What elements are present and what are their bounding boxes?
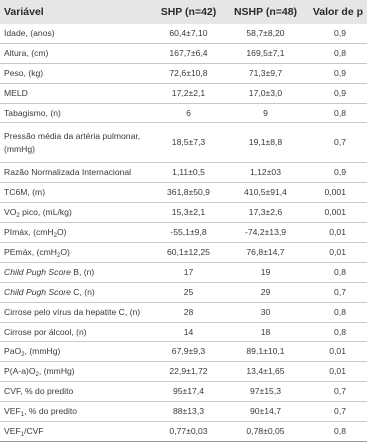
label-text: Child Pugh Score [4,266,71,277]
row-label [0,243,150,263]
table-row [0,103,367,123]
cell-nshp: 9 [227,103,304,123]
row-label: TC6M, (m) [0,183,150,203]
table-row [0,243,367,263]
cell-shp: 167,7±6,4 [150,43,227,63]
label-text: PaO [4,346,22,357]
cell-shp: 28 [150,302,227,322]
header-shp: SHP (n=42) [160,6,217,18]
cell-nshp: 89,1±10,1 [227,342,304,362]
label-text: P(A-a)O [4,366,36,377]
cell-nshp: 18 [227,322,304,342]
label-text: O) [57,227,67,238]
table-row [0,43,367,63]
label-subscript: 2 [16,213,20,220]
cell-shp: 88±13,3 [150,402,227,422]
cell-pvalue: 0,7 [304,282,367,302]
row-label: CVF, % do predito [0,382,150,402]
row-label: Tabagismo, (n) [0,103,150,123]
row-label: Razão Normalizada Internacional [0,163,150,183]
label-text: VEF [4,425,21,436]
label-text: O) [60,246,70,257]
cell-pvalue: 0,8 [304,103,367,123]
cell-nshp: 19 [227,262,304,282]
table-row [0,163,367,183]
cell-shp: 60,1±12,25 [150,243,227,263]
row-label [0,203,150,223]
cell-shp: -55,1±9,8 [150,223,227,243]
cell-pvalue: 0,8 [304,322,367,342]
table-row [0,63,367,83]
label-subscript: 1 [20,431,25,438]
row-label: MELD [0,83,150,103]
header-row [0,0,367,24]
row-label [0,223,150,243]
cell-shp: 17 [150,262,227,282]
cell-pvalue: 0,001 [304,203,367,223]
cell-nshp: 13,4±1,65 [227,362,304,382]
cell-pvalue: 0,01 [304,243,367,263]
row-label [0,282,150,302]
row-label [0,262,150,282]
label-text: VO [4,207,17,218]
cell-pvalue: 0,9 [304,24,367,43]
row-label: Peso, (kg) [0,63,150,83]
label-text: , (mmHg) [38,366,75,377]
cell-shp: 15,3±2,1 [150,203,227,223]
cell-pvalue: 0,8 [304,422,367,442]
cell-pvalue: 0,8 [304,43,367,63]
cell-nshp: 410,5±91,4 [227,183,304,203]
label-subscript: 2 [35,372,39,379]
cell-nshp: 97±15,3 [227,382,304,402]
cell-pvalue: 0,8 [304,262,367,282]
cell-shp: 14 [150,322,227,342]
row-label [0,422,150,442]
cell-nshp: 1,12±03 [227,163,304,183]
cell-nshp: 58,7±8,20 [227,24,304,43]
cell-nshp: -74,2±13,9 [227,223,304,243]
cell-nshp: 0,78±0,05 [227,422,304,442]
table-row [0,183,367,203]
cell-shp: 6 [150,103,227,123]
label-text: PImáx, (cmH [4,227,54,238]
table-row [0,24,367,43]
cell-shp: 67,9±9,3 [150,342,227,362]
label-text: VEF [4,406,21,417]
header-nshp: NSHP (n=48) [233,6,298,18]
row-label: Idade, (anos) [0,24,150,43]
cell-pvalue: 0,01 [304,223,367,243]
cell-nshp: 90±14,7 [227,402,304,422]
cell-nshp: 76,8±14,7 [227,243,304,263]
label-text: PEmáx, (cmH [4,246,57,257]
table-row [0,362,367,382]
cell-pvalue: 0,7 [304,382,367,402]
header-pvalue: Valor de p [312,6,363,18]
cell-shp: 1,11±0,5 [150,163,227,183]
cell-nshp: 17,0±3,0 [227,83,304,103]
cell-shp: 18,5±7,3 [150,123,227,163]
cell-pvalue: 0,001 [304,183,367,203]
label-text: C, (n) [70,286,95,297]
cell-shp: 95±17,4 [150,382,227,402]
cell-shp: 60,4±7,10 [150,24,227,43]
label-subscript: 2 [21,352,25,359]
row-label: Cirrose por álcool, (n) [0,322,150,342]
label-text: /CVF [24,425,44,436]
cell-pvalue: 0,9 [304,163,367,183]
cell-pvalue: 0,7 [304,123,367,163]
table-row [0,123,367,163]
row-label [0,402,150,422]
row-label [0,342,150,362]
cell-pvalue: 0,01 [304,362,367,382]
cell-pvalue: 0,8 [304,302,367,322]
cell-shp: 361,8±50,9 [150,183,227,203]
cell-pvalue: 0,01 [304,342,367,362]
table-row [0,402,367,422]
header-variable: Variável [4,6,44,18]
cell-nshp: 17,3±2,6 [227,203,304,223]
table-row [0,262,367,282]
table-row [0,83,367,103]
cell-shp: 22,9±1,72 [150,362,227,382]
cell-nshp: 30 [227,302,304,322]
table-row [0,203,367,223]
cell-nshp: 29 [227,282,304,302]
label-subscript: 2 [57,252,61,259]
label-text: , % do predito [24,406,78,417]
label-subscript: 1 [20,412,25,419]
cell-shp: 25 [150,282,227,302]
cell-pvalue: 0,7 [304,402,367,422]
cell-shp: 0,77±0,03 [150,422,227,442]
table-row [0,282,367,302]
label-text: Child Pugh Score [4,286,71,297]
table-row [0,422,367,442]
row-label: Altura, (cm) [0,43,150,63]
table-row [0,322,367,342]
table-row [0,382,367,402]
cell-nshp: 169,5±7,1 [227,43,304,63]
cell-shp: 72,6±10,8 [150,63,227,83]
row-label: Pressão média da artéria pulmonar, (mmHg) [0,123,150,163]
label-subscript: 2 [53,233,57,240]
cell-shp: 17,2±2,1 [150,83,227,103]
cell-pvalue: 0,9 [304,83,367,103]
cell-nshp: 71,3±9,7 [227,63,304,83]
cell-pvalue: 0,9 [304,63,367,83]
table-row [0,302,367,322]
table-header [0,0,367,24]
label-text: B, (n) [70,266,95,277]
label-text: pico, (mL/kg) [19,207,72,218]
table-body [0,24,367,441]
table-row [0,342,367,362]
cell-nshp: 19,1±8,8 [227,123,304,163]
row-label [0,362,150,382]
row-label: Cirrose pelo vírus da hepatite C, (n) [0,302,150,322]
label-text: , (mmHg) [24,346,61,357]
table-row [0,223,367,243]
